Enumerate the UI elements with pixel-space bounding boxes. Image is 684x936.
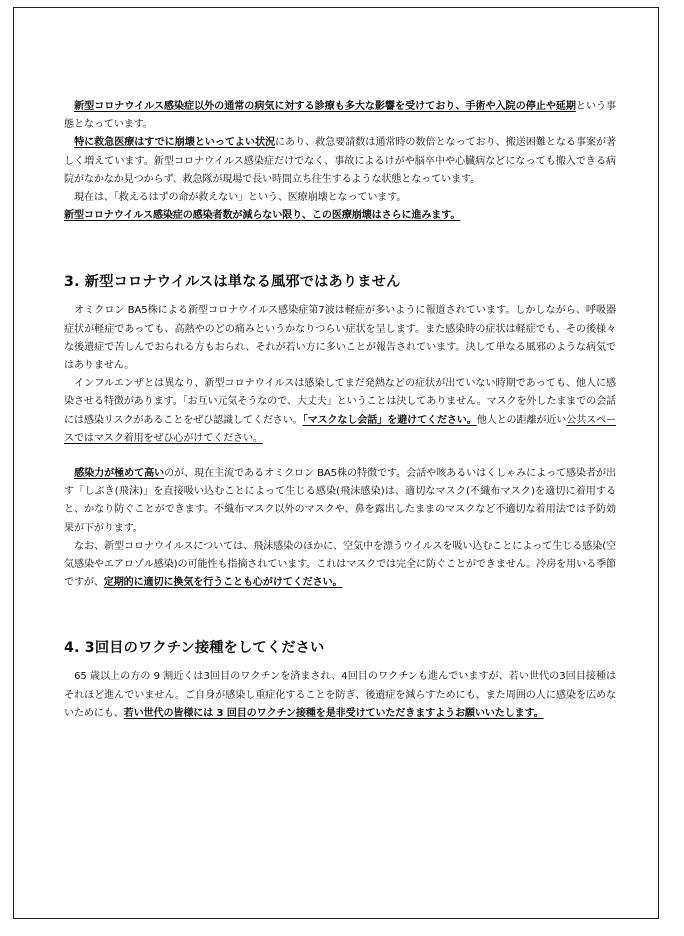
document-page [13, 7, 659, 919]
paragraph-third-vaccine: 65 歳以上の方の 9 割近くは3回目のワクチンを済まされ、4回目のワクチンも進んでいますが、若い世代の3回目接種はそれほど進んでいません。ご自身が感染し重症化することを防ぎ、後遺症を減らすためにも、また周囲の人に感染を広めないためにも、若い世代の皆様には 3 回目のワクチン接種を是非受けていただきますようお願いいたします。 [64, 671, 616, 719]
document-content [64, 98, 616, 723]
paragraph-collapse-warning [64, 207, 616, 225]
paragraph-emergency-care: 特に救急医療はすでに崩壊といってよい状況にあり、救急要請数は通常時の数倍となっており、搬送困難となる事案が著しく増えています。新型コロナウイルス感染症だけでなく、事故によるけがや脳卒中や心臓病などになっても搬入できる病院がなかなか見つからず、救急隊が現場で長い時間立ち往生するような状態となっています。 [64, 137, 616, 185]
paragraph-droplet-infection: 感染力が極めて高いのが、現在主流であるオミクロン BA5株の特徴です。会話や咳あるいはくしゃみによって感染者が出す「しぶき(飛沫)」を直接吸い込むことによって生じる感染(飛沫感染)は、適切なマスク(不織布マスク)を適切に着用すると、かなり防ぐことができます。不織布マスク以外のマスクや、鼻を露出したままのマスクなど不適切な着用法では予防効果が下がります。 [64, 468, 616, 534]
paragraph-medical-impact: 新型コロナウイルス感染症以外の通常の病気に対する診療も多大な影響を受けており、手術や入院の停止や延期という事態となっています。 [64, 101, 616, 131]
section-3-heading: 3. 新型コロナウイルスは単なる風邪ではありません [64, 274, 401, 291]
spacer [64, 592, 616, 638]
spacer [64, 448, 616, 465]
section-4-heading: 4. 3回目のワクチン接種をしてください [64, 640, 325, 657]
emphasis-avoid-maskless-talk: 「マスクなし会話」を避けてください。 [302, 414, 477, 426]
emphasis-impact: 新型コロナウイルス感染症以外の通常の病気に対する診療も多大な影響を受けており、手術や入院の停止や延期 [74, 101, 576, 112]
emphasis-young-vaccination: 若い世代の皆様には 3 回目のワクチン接種を是非受けていただきますようお願いいたします。 [123, 707, 544, 719]
emphasis-high-infectivity: 感染力が極めて高い [74, 468, 165, 480]
emphasis-emergency-collapse: 特に救急医療はすでに崩壊といってよい状況 [74, 137, 276, 149]
paragraph-airborne-infection: なお、新型コロナウイルスについては、飛沫感染のほかに、空気中を漂うウイルスを吸い込むことによって生じる感染(空気感染やエアロゾル感染)の可能性も指摘されています。これはマスクでは完全に防ぐことができません。冷房を用いる季節ですが、定期的に適切に換気を行うことも心がけてください。 [64, 540, 616, 589]
paragraph-omicron-symptoms: オミクロン BA5株による新型コロナウイルス感染症第7波は軽症が多いように報道されています。しかしながら、呼吸器症状が軽症であっても、高熱やのどの痛みというかなりつらい症状を呈します。また感染時の症状は軽症でも、その後様々な後遺症で苦しんでおられる方もおられ、それが若い方に多いことが報告されています。決して単なる風邪のような病気ではありません。 [64, 305, 616, 372]
paragraph-asymptomatic-spread: インフルエンザとは異なり、新型コロナウイルスは感染してまだ発熱などの症状が出ていない時期であっても、他人に感染させる特徴があります。「お互い元気そうなので、大丈夫」ということは決してありません。マスクを外したままでの会話には感染リスクがあることをぜひ認識してください。「マスクなし会話」を避けてください。他人との距離が近い公共スペースではマスク着用をぜひ心がけてください。 [64, 378, 617, 444]
spacer [64, 225, 616, 272]
emphasis-public-space-mask: 公共スペースではマスク着用をぜひ心がけてください。 [64, 414, 617, 444]
emphasis-ventilation: 定期的に適切に換気を行うことも心がけてください。 [103, 577, 343, 589]
paragraph-medical-collapse: 現在は、「救えるはずの命が救えない」という、医療崩壊となっています。 [74, 192, 407, 204]
emphasis-collapse-warning: 新型コロナウイルス感染症の感染者数が減らない限り、この医療崩壊はさらに進みます。 [64, 210, 461, 222]
